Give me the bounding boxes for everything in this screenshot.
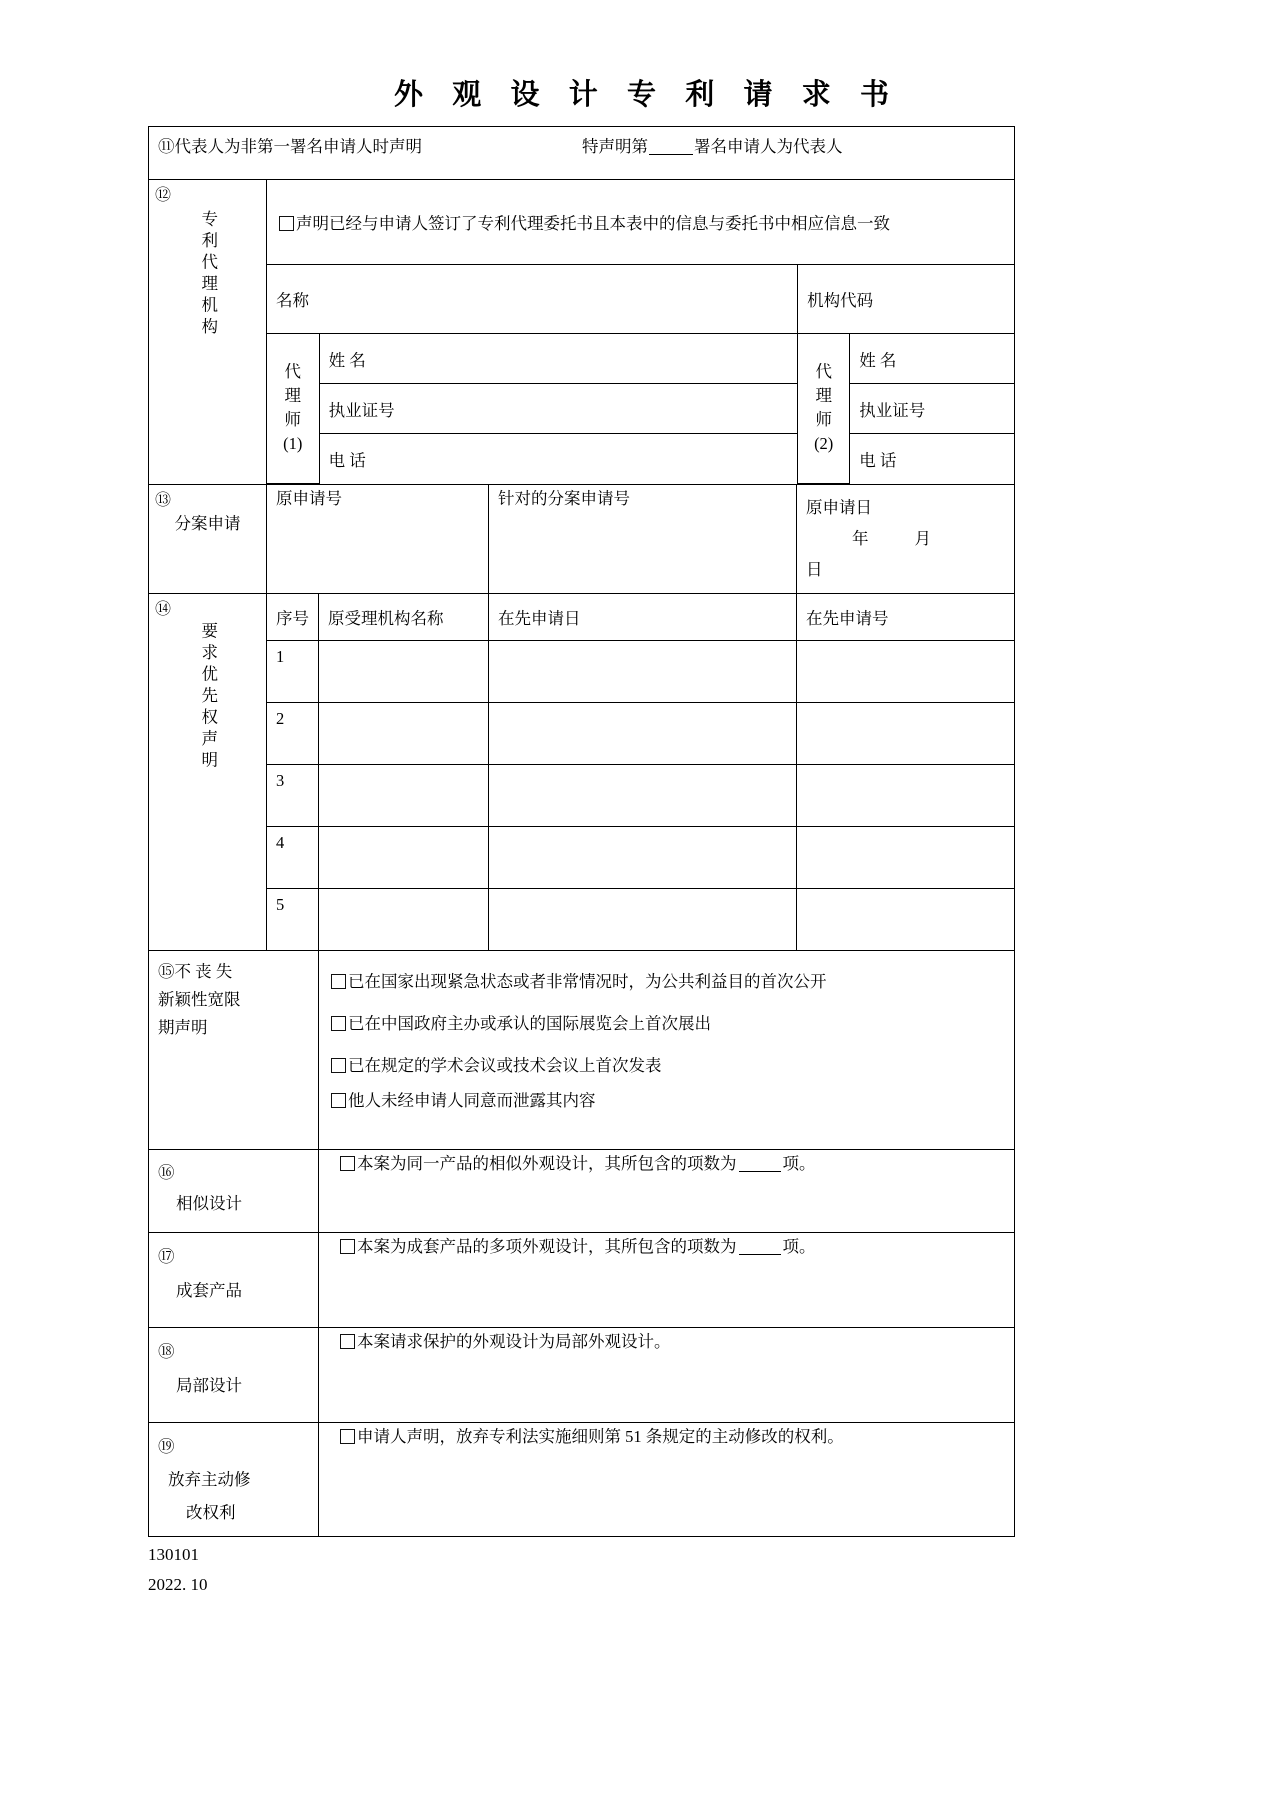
section-16-index-cell (149, 1149, 319, 1232)
priority-row-2-no: 2 (267, 702, 319, 764)
section-16-label: 相似设计 (176, 1193, 242, 1213)
section-15-label-line2: 新颖性宽限 (158, 989, 241, 1009)
section-14-row (149, 593, 1015, 640)
agency-name-row (267, 265, 1014, 334)
priority-col-header-appno: 在先申请号 (797, 593, 1015, 640)
section-12-index-cell (149, 180, 267, 485)
priority-row-3-appno[interactable] (797, 764, 1015, 826)
agent1-side-label: 代 理 师 (1) (267, 334, 319, 484)
section-18-label: 局部设计 (176, 1376, 242, 1396)
section-12-number: ⑫ (155, 187, 172, 204)
priority-row-3-no: 3 (267, 764, 319, 826)
agent1-name-label: 姓 名 (328, 350, 366, 370)
priority-row-2-date[interactable] (489, 702, 797, 764)
novelty-option-3-checkbox[interactable] (331, 1058, 346, 1073)
section-19-label-line2: 改权利 (186, 1502, 236, 1522)
table-row (149, 888, 1015, 950)
agent2-side-label: 代 理 师 (2) (798, 334, 850, 484)
priority-row-3-date[interactable] (489, 764, 797, 826)
agent1-phone-label: 电 话 (328, 450, 366, 470)
table-row (149, 826, 1015, 888)
section-13-index-cell (149, 484, 267, 593)
novelty-option-2-checkbox[interactable] (331, 1016, 346, 1031)
section-19-row (149, 1422, 1015, 1536)
agency-declaration-checkbox[interactable] (279, 216, 294, 231)
agency-declaration (267, 184, 1014, 260)
novelty-option-4-text: 他人未经申请人同意而泄露其内容 (348, 1090, 596, 1110)
form-code: 130101 (148, 1545, 199, 1564)
set-product-checkbox[interactable] (340, 1239, 355, 1254)
similar-design-checkbox[interactable] (340, 1156, 355, 1171)
section-11-row (149, 127, 1015, 180)
original-app-date-cell[interactable] (797, 484, 1015, 593)
section-17-index-cell (149, 1232, 319, 1327)
waive-amendment-checkbox[interactable] (340, 1429, 355, 1444)
agent2-license-label: 执业证号 (859, 400, 926, 420)
agent1-license-label: 执业证号 (328, 400, 395, 420)
priority-row-2-agency[interactable] (319, 702, 489, 764)
agency-declaration-text: 声明已经与申请人签订了专利代理委托书且本表中的信息与委托书中相应信息一致 (296, 214, 890, 233)
section-13-label: 分案申请 (174, 513, 241, 533)
novelty-option-3[interactable] (319, 1043, 1014, 1085)
agent-name-row (267, 334, 1014, 384)
section-12-row (149, 180, 1015, 485)
page-title: 外 观 设 计 专 利 请 求 书 (393, 79, 900, 111)
set-product-statement[interactable]: 本案为成套产品的多项外观设计，其所包含的项数为 项。 (328, 1233, 825, 1257)
priority-row-5-agency[interactable] (319, 888, 489, 950)
priority-row-1-appno[interactable] (797, 640, 1015, 702)
set-product-count-blank[interactable] (739, 1254, 781, 1255)
target-divisional-no-label: 针对的分案申请号 (498, 488, 630, 508)
agency-inner-table (267, 180, 1014, 484)
agent2-phone-label: 电 话 (859, 450, 897, 470)
novelty-option-1[interactable] (319, 959, 1014, 1001)
agent2-name-label: 姓 名 (859, 350, 897, 370)
original-app-date-label: 原申请日 (806, 497, 872, 517)
section-18-row (149, 1327, 1015, 1422)
agency-name-label: 名称 (276, 291, 309, 310)
form-version: 2022. 10 (148, 1574, 208, 1594)
section-18-number: ⑱ (158, 1341, 175, 1361)
section-15-row (149, 950, 1015, 1149)
novelty-option-4-checkbox[interactable] (331, 1093, 346, 1108)
representative-number-blank[interactable] (649, 154, 693, 155)
target-divisional-no-cell[interactable] (489, 484, 797, 593)
form-table (148, 126, 1015, 1537)
day-label: 日 (806, 560, 823, 580)
section-14-vertical-label: 要求优先权声明 (198, 621, 218, 773)
section-12-body (267, 180, 1015, 485)
month-label: 月 (914, 528, 931, 548)
agency-declaration-row (267, 180, 1014, 265)
priority-col-header-agency: 原受理机构名称 (319, 593, 489, 640)
priority-row-1-agency[interactable] (319, 640, 489, 702)
section-18-statement-cell (319, 1327, 1015, 1422)
section-16-statement-cell (319, 1149, 1015, 1232)
section-14-index-cell (149, 593, 267, 950)
table-row (149, 764, 1015, 826)
priority-row-2-appno[interactable] (797, 702, 1015, 764)
similar-design-count-blank[interactable] (739, 1171, 781, 1172)
priority-row-3-agency[interactable] (319, 764, 489, 826)
priority-row-4-date[interactable] (489, 826, 797, 888)
section-17-statement-cell (319, 1232, 1015, 1327)
section-18-index-cell (149, 1327, 319, 1422)
footer (148, 1540, 208, 1600)
novelty-option-2-text: 已在中国政府主办或承认的国际展览会上首次展出 (348, 1013, 711, 1033)
agent-phone-row (267, 434, 1014, 484)
partial-design-statement[interactable]: 本案请求保护的外观设计为局部外观设计。 (328, 1328, 680, 1352)
section-16-number: ⑯ (158, 1162, 175, 1182)
section-17-label: 成套产品 (176, 1281, 242, 1301)
priority-row-4-agency[interactable] (319, 826, 489, 888)
agent-license-row (267, 384, 1014, 434)
section-17-number: ⑰ (158, 1246, 175, 1266)
section-11-label: ⑪代表人为非第一署名申请人时声明 (158, 137, 422, 156)
agency-org-code-label: 机构代码 (807, 291, 874, 310)
novelty-option-2[interactable] (319, 1001, 1014, 1043)
partial-design-checkbox[interactable] (340, 1334, 355, 1349)
original-app-no-cell[interactable] (267, 484, 489, 593)
section-17-row (149, 1232, 1015, 1327)
section-19-index-cell (149, 1422, 319, 1536)
year-label: 年 (852, 528, 869, 548)
section-19-number: ⑲ (158, 1436, 175, 1456)
novelty-option-1-checkbox[interactable] (331, 974, 346, 989)
priority-col-header-date: 在先申请日 (489, 593, 797, 640)
priority-row-1-no: 1 (267, 640, 319, 702)
table-row (149, 640, 1015, 702)
section-14-number: ⑭ (155, 600, 172, 618)
section-13-row (149, 484, 1015, 593)
priority-row-5-appno[interactable] (797, 888, 1015, 950)
section-15-number: ⑮ (158, 961, 175, 981)
section-11-statement: 特声明第 署名申请人为代表人 (582, 137, 843, 156)
section-15-options (319, 950, 1015, 1149)
novelty-option-4[interactable] (319, 1085, 1014, 1120)
priority-row-4-appno[interactable] (797, 826, 1015, 888)
section-19-label-line1: 放弃主动修 (168, 1469, 251, 1489)
section-16-row (149, 1149, 1015, 1232)
priority-row-4-no: 4 (267, 826, 319, 888)
table-row (149, 702, 1015, 764)
priority-row-5-date[interactable] (489, 888, 797, 950)
novelty-option-1-text: 已在国家出现紧急状态或者非常情况时，为公共利益目的首次公开 (348, 971, 827, 991)
section-15-label-line3: 期声明 (158, 1017, 208, 1037)
original-app-no-label: 原申请号 (276, 488, 342, 508)
waive-amendment-statement[interactable]: 申请人声明，放弃专利法实施细则第 51 条规定的主动修改的权利。 (328, 1423, 853, 1447)
section-15-label-line1: 不 丧 失 (174, 961, 233, 981)
section-13-number: ⑬ (155, 491, 172, 509)
priority-row-1-date[interactable] (489, 640, 797, 702)
section-19-statement-cell (319, 1422, 1015, 1536)
priority-col-header-no: 序号 (267, 593, 319, 640)
similar-design-statement[interactable]: 本案为同一产品的相似外观设计，其所包含的项数为 项。 (328, 1150, 825, 1174)
section-12-vertical-label: 专利代理机构 (198, 210, 218, 339)
section-15-index-cell (149, 950, 319, 1149)
priority-row-5-no: 5 (267, 888, 319, 950)
novelty-option-3-text: 已在规定的学术会议或技术会议上首次发表 (348, 1055, 662, 1075)
